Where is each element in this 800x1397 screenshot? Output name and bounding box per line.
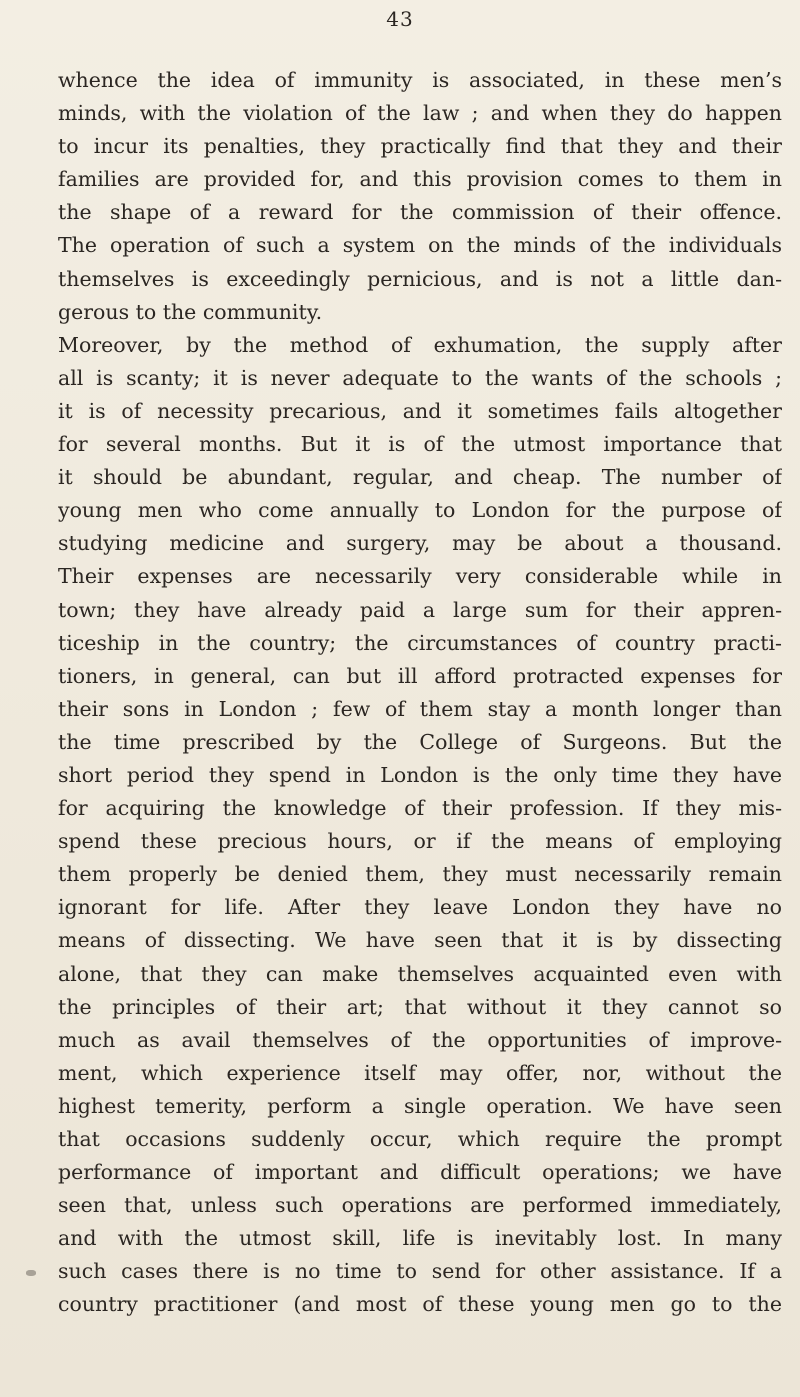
text-line: short period they spend in London is the only time they have — [58, 762, 782, 787]
text-line: young men who come annually to London for the purpose of — [58, 498, 782, 523]
text-line: minds, with the violation of the law ; and when they do happen — [58, 101, 782, 126]
text-line: means of dissecting. We have seen that it is by dissecting — [58, 928, 782, 953]
text-line: seen that, unless such operations are performed immediately, — [58, 1193, 782, 1218]
text-line: ment, which experience itself may offer, nor, without the — [58, 1060, 782, 1085]
text-line: The operation of such a system on the minds of the individuals — [58, 233, 782, 258]
text-line: them properly be denied them, they must necessarily remain — [58, 862, 782, 887]
text-line: gerous to the community. — [58, 299, 323, 324]
text-line: ignorant for life. After they leave London they have no — [58, 895, 782, 920]
text-line: whence the idea of immunity is associated, in these men’s — [58, 68, 782, 92]
text-line: Moreover, by the method of exhumation, the supply after — [58, 332, 782, 357]
text-line: country practitioner (and most of these young men go to the — [58, 1292, 782, 1317]
text-line: town; they have already paid a large sum for their appren- — [58, 597, 782, 622]
text-line: the principles of their art; that without it they cannot so — [58, 994, 782, 1019]
page-number: 43 — [386, 7, 414, 31]
text-line: their sons in London ; few of them stay a month longer than — [58, 696, 782, 721]
text-line: themselves is exceedingly pernicious, and is not a little dan- — [58, 266, 782, 291]
text-line: all is scanty; it is never adequate to the wants of the schools ; — [58, 365, 782, 390]
text-line: spend these precious hours, or if the means of employing — [58, 829, 782, 854]
text-line: it is of necessity precarious, and it sometimes fails altogether — [58, 398, 782, 423]
text-line: such cases there is no time to send for other assistance. If a — [58, 1259, 782, 1284]
ink-smudge — [26, 1270, 36, 1276]
body-text — [58, 64, 782, 1322]
text-line: tioners, in general, can but ill afford protracted expenses for — [58, 663, 782, 688]
text-line: the shape of a reward for the commission of their offence. — [58, 200, 782, 225]
text-line: that occasions suddenly occur, which require the prompt — [58, 1127, 782, 1151]
text-line: the time prescribed by the College of Surgeons. But the — [58, 729, 782, 754]
text-line: families are provided for, and this provision comes to them in — [58, 167, 782, 192]
text-line: highest temerity, perform a single operation. We have seen — [58, 1093, 782, 1118]
text-line: to incur its penalties, they practically find that they and their — [58, 134, 782, 159]
text-line: performance of important and difficult operations; we have — [58, 1160, 782, 1185]
text-line: Their expenses are necessarily very considerable while in — [58, 564, 782, 589]
text-line: for acquiring the knowledge of their profession. If they mis- — [58, 796, 782, 821]
text-line: and with the utmost skill, life is inevitably lost. In many — [58, 1226, 782, 1251]
text-line: much as avail themselves of the opportunities of improve- — [58, 1027, 782, 1052]
text-line: for several months. But it is of the utmost importance that — [58, 432, 782, 457]
text-line: ticeship in the country; the circumstances of country practi- — [58, 630, 782, 655]
text-line: alone, that they can make themselves acquainted even with — [58, 961, 782, 986]
text-line: studying medicine and surgery, may be about a thousand. — [58, 531, 782, 556]
text-line: it should be abundant, regular, and cheap. The number of — [58, 465, 782, 490]
